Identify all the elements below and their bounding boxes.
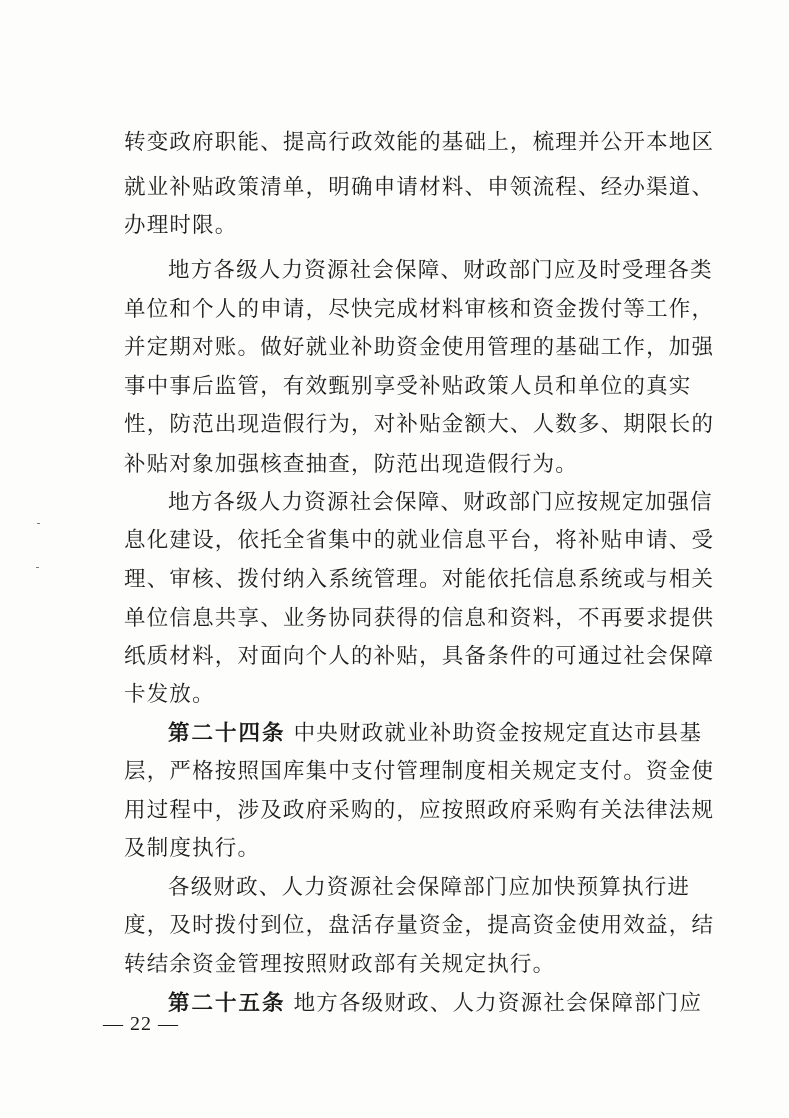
body-text-line: 纸质材料，对面向个人的补贴，具备条件的可通过社会保障 [124, 644, 715, 669]
body-text-line: 地方各级人力资源社会保障、财政部门应及时受理各类 [168, 258, 713, 283]
body-text-line: 性，防范出现造假行为，对补贴金额大、人数多、期限长的 [124, 412, 715, 437]
body-text-line: 层，严格按照国库集中支付管理制度相关规定支付。资金使 [124, 759, 715, 784]
article-24-first-line [168, 719, 703, 749]
scan-speck [36, 567, 39, 568]
body-text-line: 卡发放。 [124, 682, 215, 707]
body-text-line: 度，及时拨付到位，盘活存量资金，提高资金使用效益，结 [124, 913, 715, 938]
body-text-line: 并定期对账。做好就业补助资金使用管理的基础工作，加强 [124, 335, 715, 360]
body-text-line: 转结余资金管理按照财政部有关规定执行。 [124, 952, 556, 977]
article-heading: 第二十四条 [168, 721, 286, 746]
body-text: 中央财政就业补助资金按规定直达市县基 [293, 721, 703, 746]
body-text-line: 办理时限。 [124, 213, 238, 238]
body-text-line: 转变政府职能、提高行政效能的基础上，梳理并公开本地区 [124, 130, 715, 155]
body-text-line: 单位和个人的申请，尽快完成材料审核和资金拨付等工作， [124, 297, 715, 322]
scan-speck [37, 523, 40, 524]
page-number: — 22 — [103, 1013, 179, 1035]
body-text-line: 及制度执行。 [124, 836, 261, 861]
body-text-line: 就业补贴政策清单，明确申请材料、申领流程、经办渠道、 [124, 175, 715, 200]
body-text-line: 补贴对象加强核查抽查，防范出现造假行为。 [124, 452, 579, 477]
body-text-line: 地方各级人力资源社会保障、财政部门应按规定加强信 [168, 490, 713, 515]
body-text-line: 单位信息共享、业务协同获得的信息和资料，不再要求提供 [124, 606, 715, 631]
body-text-line: 各级财政、人力资源社会保障部门应加快预算执行进 [168, 875, 691, 900]
body-text-line: 事中事后监管，有效甄别享受补贴政策人员和单位的真实 [124, 374, 692, 399]
body-text-line: 用过程中，涉及政府采购的，应按照政府采购有关法律法规 [124, 798, 715, 823]
body-text-line: 息化建设，依托全省集中的就业信息平台，将补贴申请、受 [124, 528, 715, 553]
article-heading: 第二十五条 [168, 991, 286, 1016]
body-text-line: 理、审核、拨付纳入系统管理。对能依托信息系统或与相关 [124, 567, 715, 592]
body-text: 地方各级财政、人力资源社会保障部门应 [293, 991, 703, 1016]
article-25-first-line [168, 989, 703, 1019]
